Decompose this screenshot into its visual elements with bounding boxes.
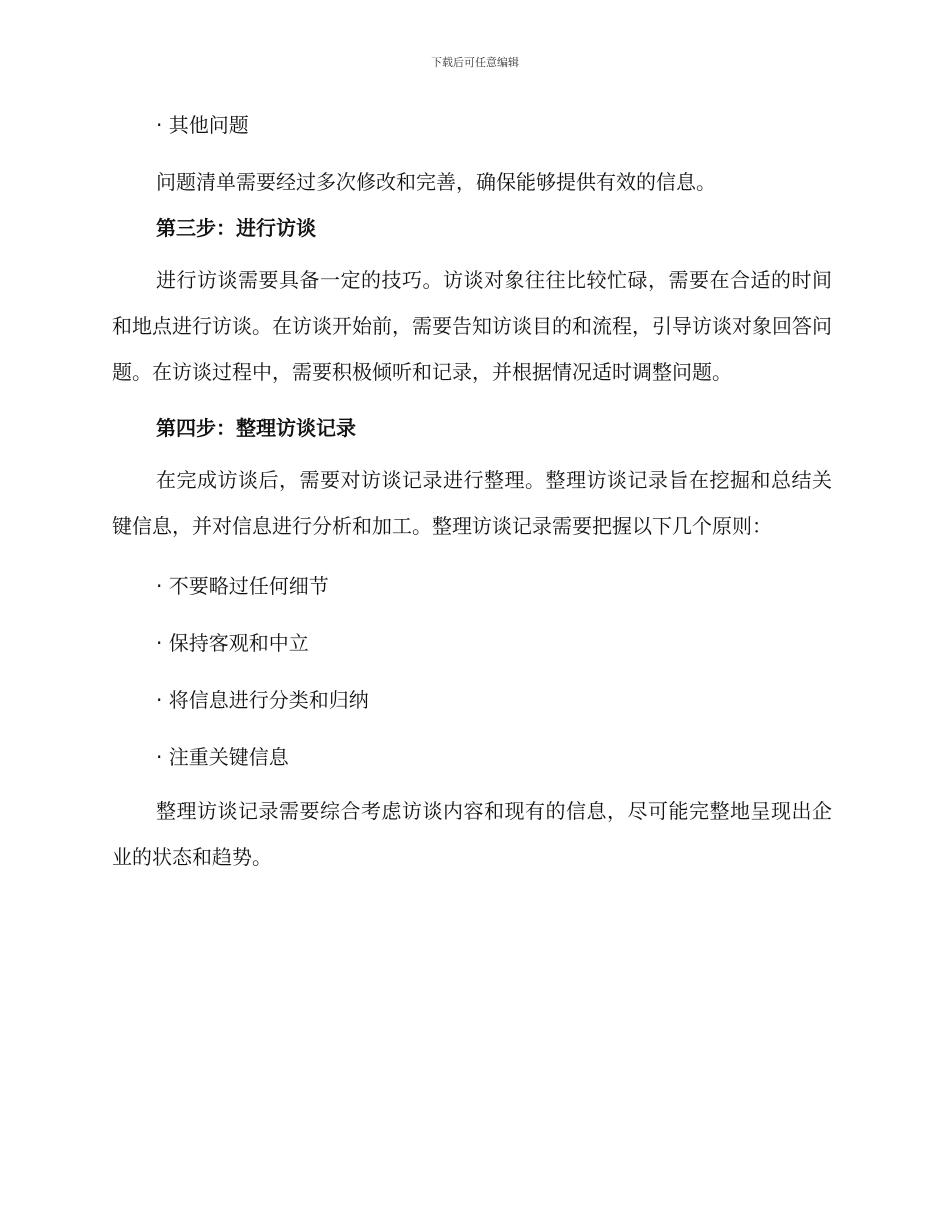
principle-item: · 注重关键信息 [156, 745, 289, 769]
heading-step-3: 第三步：进行访谈 [156, 216, 316, 240]
document-body [112, 110, 832, 890]
heading-step-4: 第四步：整理访谈记录 [156, 416, 356, 440]
principle-item: · 不要略过任何细节 [156, 574, 329, 598]
page-header: 下载后可任意编辑 [431, 56, 519, 69]
bullet-other-questions: · 其他问题 [156, 113, 249, 137]
paragraph-list-note: 问题清单需要经过多次修改和完善，确保能够提供有效的信息。 [156, 170, 716, 194]
paragraph-final: 整理访谈记录需要综合考虑访谈内容和现有的信息，尽可能完整地呈现出企业的状态和趋势。 [112, 799, 832, 869]
principle-item: · 保持客观和中立 [156, 631, 309, 655]
paragraph-step-3: 进行访谈需要具备一定的技巧。访谈对象往往比较忙碌，需要在合适的时间和地点进行访谈。在访谈开始前，需要告知访谈目的和流程，引导访谈对象回答问题。在访谈过程中，需要积极倾听和记录，并根据情况适时调整问题。 [112, 268, 832, 384]
paragraph-step-4: 在完成访谈后，需要对访谈记录进行整理。整理访谈记录旨在挖掘和总结关键信息，并对信息进行分析和加工。整理访谈记录需要把握以下几个原则： [112, 468, 832, 538]
principle-item: · 将信息进行分类和归纳 [156, 688, 369, 712]
